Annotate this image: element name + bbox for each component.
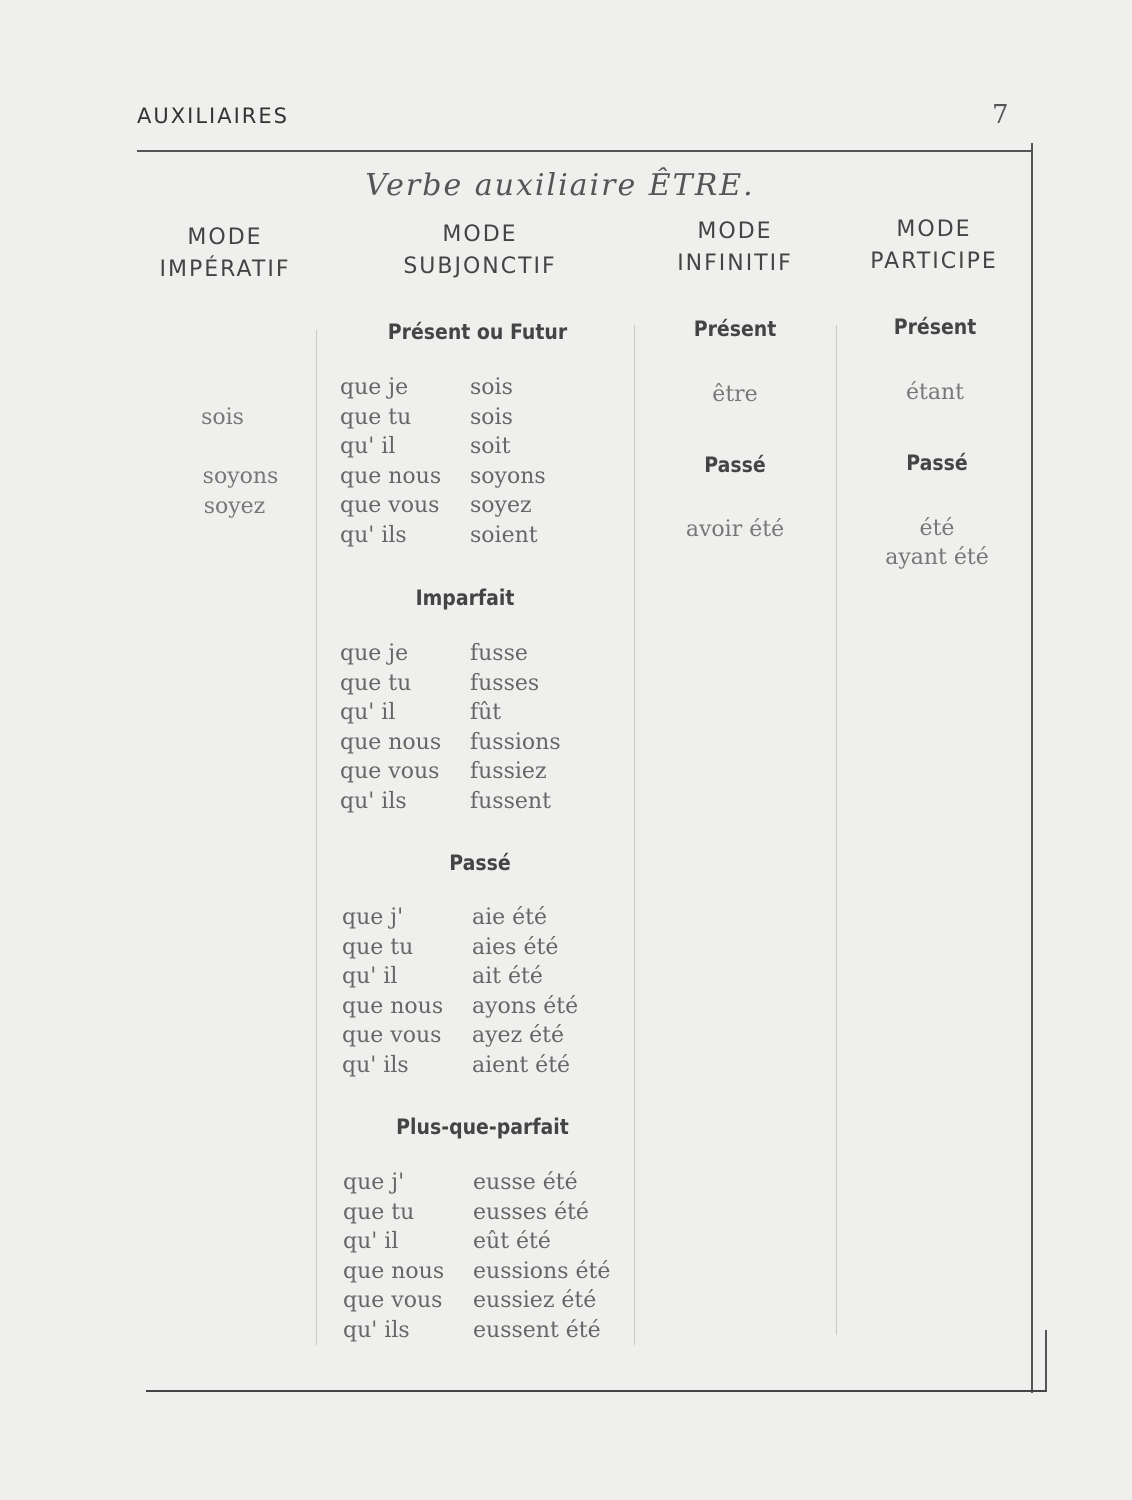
- conjugation-row: que vous eussiez été: [343, 1288, 597, 1313]
- imperatif-form: soyez: [203, 494, 266, 519]
- column-divider: [316, 330, 317, 1345]
- imperatif-header-line2: IMPÉRATIF: [159, 257, 291, 282]
- conjugation-row: que vous fussiez: [340, 759, 547, 784]
- imperatif-form: sois: [201, 405, 244, 430]
- participe-passe: ayant été: [885, 545, 989, 570]
- conjugation-row: que j' eusse été: [343, 1170, 578, 1195]
- conjugation-row: que tu eusses été: [343, 1199, 589, 1225]
- conjugation-row: que nous fussions: [340, 729, 561, 755]
- infinitif-present: être: [712, 382, 758, 407]
- conjugation-row: qu' ils fussent: [340, 788, 551, 814]
- page-number: 7: [992, 100, 1009, 130]
- bottom-rule: [146, 1390, 1046, 1392]
- infinitif-passe-title: Passé: [704, 453, 766, 477]
- infinitif-passe: avoir été: [685, 517, 785, 542]
- imperatif-form: soyons: [202, 464, 279, 489]
- participe-header: [848, 214, 1020, 278]
- conjugation-row: que nous ayons été: [342, 993, 579, 1019]
- infinitif-header-line2: INFINITIF: [677, 251, 793, 276]
- conjugation-row: qu' il soit: [340, 434, 511, 459]
- conjugation-row: qu' il fût: [340, 700, 502, 725]
- infinitif-present-title: Présent: [693, 317, 777, 341]
- section-title: Plus-que-parfait: [396, 1115, 569, 1139]
- section-title: Passé: [449, 851, 511, 875]
- column-divider: [836, 325, 837, 1335]
- participe-passe-title: Passé: [906, 451, 968, 475]
- section-title: Présent ou Futur: [387, 320, 568, 344]
- conjugation-table: [340, 639, 561, 816]
- participe-present-title: Présent: [893, 315, 977, 339]
- conjugation-row: que nous eussions été: [343, 1258, 611, 1284]
- conjugation-row: que tu sois: [340, 404, 513, 430]
- conjugation-row: que vous ayez été: [342, 1023, 565, 1048]
- imperatif-header-line1: MODE: [187, 225, 263, 250]
- conjugation-row: que vous soyez: [340, 493, 532, 518]
- conjugation-row: qu' ils eussent été: [343, 1317, 601, 1343]
- conjugation-row: qu' il ait été: [342, 964, 543, 989]
- conjugation-table: [342, 903, 578, 1080]
- infinitif-header-line1: MODE: [697, 219, 773, 244]
- conjugation-row: que nous soyons: [340, 463, 546, 489]
- page-title: Verbe auxiliaire ÊTRE.: [365, 168, 755, 203]
- conjugation-row: qu' ils aient été: [342, 1052, 571, 1078]
- conjugation-row: que tu aies été: [342, 934, 559, 960]
- participe-header-line2: PARTICIPE: [870, 249, 998, 274]
- participe-passe: été: [919, 516, 955, 541]
- column-divider: [634, 325, 635, 1345]
- participe-present: étant: [906, 380, 964, 405]
- conjugation-row: qu' ils soient: [340, 522, 538, 548]
- right-rule-lower: [1045, 1330, 1047, 1392]
- conjugation-row: que tu fusses: [340, 670, 540, 696]
- subjonctif-header-line2: SUBJONCTIF: [403, 254, 557, 279]
- top-rule: [137, 150, 1033, 152]
- conjugation-row: que je sois: [340, 375, 513, 400]
- subjonctif-header-line1: MODE: [442, 222, 518, 247]
- running-title: AUXILIAIRES: [137, 104, 289, 128]
- imperatif-header: [140, 222, 310, 286]
- participe-header-line1: MODE: [896, 217, 972, 242]
- conjugation-row: qu' il eût été: [343, 1229, 551, 1254]
- infinitif-header: [655, 216, 815, 280]
- conjugation-row: que j' aie été: [342, 905, 548, 930]
- conjugation-row: que je fusse: [340, 641, 528, 666]
- conjugation-table: [340, 373, 546, 550]
- section-title: Imparfait: [415, 586, 515, 610]
- subjonctif-header: [375, 219, 585, 283]
- right-rule: [1031, 143, 1033, 1393]
- conjugation-table: [343, 1168, 610, 1345]
